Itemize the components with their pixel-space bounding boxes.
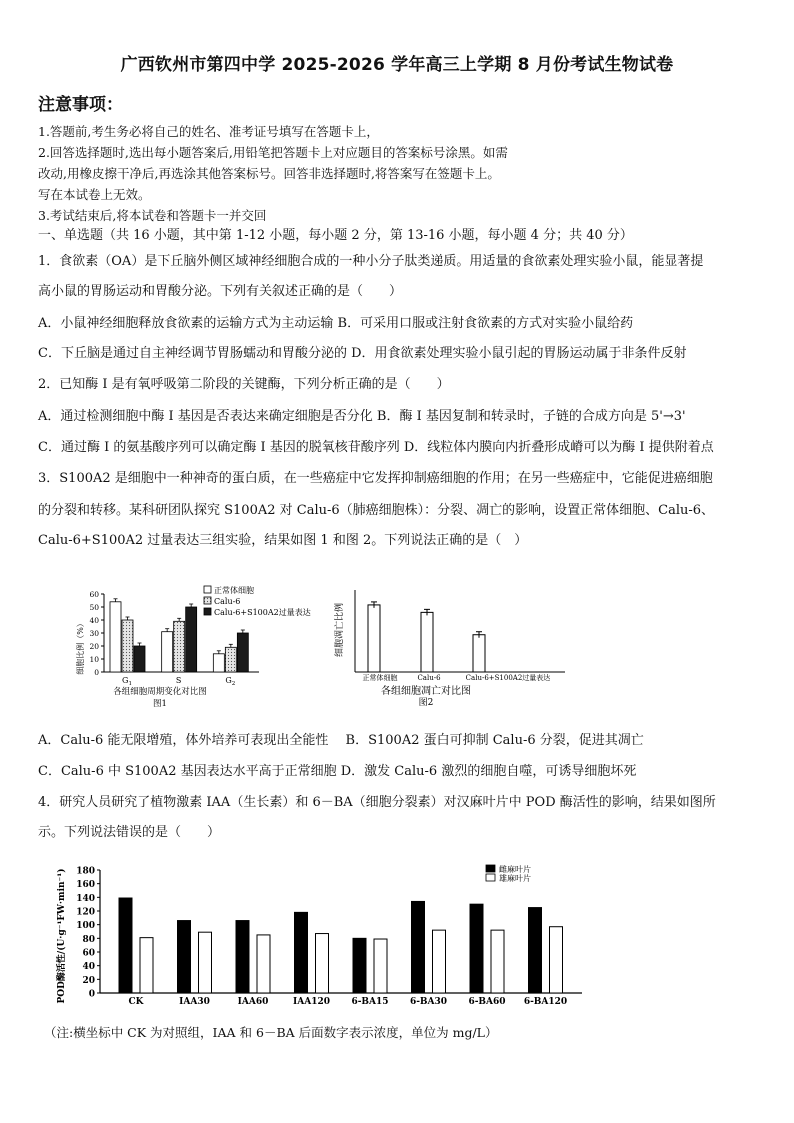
fig3-bar [178,921,191,993]
fig1-y-tick-label: 10 [89,655,99,664]
fig1-x-tick-label: $G_2$ [225,676,236,687]
fig3-legend-label: 雌麻叶片 [499,865,531,874]
q2-options-ab: A．通过检测细胞中酶 I 基因是否表达来确定细胞是否分化 B．酶 I 基因复制和转录时，子链的合成方向是 5'→3' [38,409,686,424]
fig1-legend-label: Calu-6 [214,597,241,606]
fig3-legend-swatch [486,874,495,881]
fig2-caption: 图2 [418,698,434,708]
fig1-ylabel: 细胞比例（%） [76,619,85,675]
fig1-x-tick-label: S [175,676,182,685]
q4-note: （注:横坐标中 CK 为对照组，IAA 和 6－BA 后面数字表示浓度，单位为 mg/L） [44,1025,498,1040]
page-title: 广西钦州市第四中学 2025-2026 学年高三上学期 8 月份考试生物试卷 [120,55,674,75]
fig3-x-tick-label: 6-BA30 [409,997,448,1007]
fig3-bar [199,932,212,993]
fig1-bar [213,654,224,672]
fig1-bar [225,647,236,672]
fig2-ylabel: 细胞凋亡比例 [335,602,345,658]
fig1-legend-label: Calu-6+S100A2过量表达 [214,608,311,617]
q3-stem-1: 3．S100A2 是细胞中一种神奇的蛋白质，在一些癌症中它发挥抑制癌细胞的作用；在另一些癌症中，它能促进癌细胞 [38,471,713,486]
fig3-bar [550,927,563,993]
fig3-legend-swatch [486,865,495,872]
fig3-x-tick-label: IAA120 [293,997,330,1007]
q3-options-ab: A．Calu-6 能无限增殖，体外培养可表现出全能性 B．S100A2 蛋白可抑制 Calu-6 分裂，促进其凋亡 [38,733,644,748]
fig3-bar [433,930,446,993]
fig1-y-tick-label: 50 [89,603,99,612]
fig2-bar [421,612,433,672]
fig3-x-tick-label: 6-BA120 [523,997,568,1007]
fig3-x-tick-label: 6-BA15 [351,997,389,1007]
fig3-bar [491,930,504,993]
figure-1-cell-cycle-chart [74,582,334,712]
fig3-y-tick-label: 120 [76,907,95,918]
fig3-y-tick-label: 0 [88,989,95,1000]
q1-stem-1: 1．食欲素（OA）是下丘脑外侧区域神经细胞合成的一种小分子肽类递质。用适量的食欲素处理实验小鼠，能显著提 [38,254,704,269]
fig1-y-tick-label: 40 [89,616,99,625]
fig1-y-tick-label: 20 [89,642,99,651]
fig3-bar [295,912,308,993]
q4-stem-1: 4．研究人员研究了植物激素 IAA（生长素）和 6－BA（细胞分裂素）对汉麻叶片中 POD 酶活性的影响，结果如图所 [38,795,716,810]
notice-heading: 注意事项： [38,95,123,115]
figure-pod-activity-chart [52,858,592,1008]
fig3-bar [119,898,132,993]
q1-options-cd: C．下丘脑是通过自主神经调节胃肠蠕动和胃酸分泌的 D．用食欲素处理实验小鼠引起的胃肠运动属于非条件反射 [38,346,687,361]
q2-options-cd: C．通过酶 I 的氨基酸序列可以确定酶 I 基因的脱氧核苷酸序列 D．线粒体内膜向内折叠形成嵴可以为酶 I 提供附着点 [38,440,714,455]
fig1-bar [174,621,185,672]
fig3-y-tick-label: 60 [82,948,95,959]
fig3-y-tick-label: 100 [76,921,95,932]
fig3-y-tick-label: 80 [82,934,95,945]
fig3-bar [470,904,483,993]
fig3-bar [140,938,153,993]
fig1-y-tick-label: 60 [89,590,99,599]
q1-stem-2: 高小鼠的胃肠运动和胃酸分泌。下列有关叙述正确的是（ ） [38,284,403,299]
fig3-bar [529,908,542,993]
section-heading: 一、单选题（共 16 小题，其中第 1-12 小题，每小题 2 分，第 13-16 小题，每小题 4 分；共 40 分） [38,228,633,243]
fig3-bar [236,921,249,993]
fig3-bar [316,934,329,993]
fig1-bar [237,633,248,672]
fig3-bar [374,939,387,993]
fig1-legend-swatch [204,586,211,593]
fig1-title: 各组细胞周期变化对比图 [113,687,207,697]
fig2-bar [368,605,380,672]
fig3-bar [353,938,366,993]
fig1-caption: 图1 [153,699,167,709]
fig1-y-tick-label: 30 [89,629,99,638]
fig3-y-tick-label: 180 [76,866,95,877]
fig2-x-tick-label: Calu-6 [417,674,441,682]
fig1-legend-label: 正常体细胞 [214,586,254,595]
q3-stem-3: Calu-6+S100A2 过量表达三组实验，结果如图 1 和图 2。下列说法正确的是（ ） [38,533,528,548]
fig3-x-tick-label: CK [128,997,144,1007]
fig3-legend-label: 雄麻叶片 [499,874,531,883]
figure-2-apoptosis-chart [330,582,575,712]
fig1-bar [162,632,173,672]
q1-options-ab: A．小鼠神经细胞释放食欲素的运输方式为主动运输 B．可采用口服或注射食欲素的方式对实验小鼠给药 [38,316,634,331]
fig3-x-tick-label: 6-BA60 [468,997,506,1007]
fig3-y-tick-label: 40 [82,962,95,973]
fig3-bar [412,901,425,993]
fig1-legend-swatch [204,608,211,615]
q2-stem: 2．已知酶 I 是有氧呼吸第二阶段的关键酶，下列分析正确的是（ ） [38,377,450,392]
q4-stem-2: 示。下列说法错误的是（ ） [38,825,221,840]
fig1-x-tick-label: $G_1$ [122,676,132,687]
q3-stem-2: 的分裂和转移。某科研团队探究 S100A2 对 Calu-6（肺癌细胞株）：分裂、凋亡的影响，设置正常体细胞、Calu-6、 [38,503,715,518]
notice-line-5: 3.考试结束后,将本试卷和答题卡一并交回 [38,208,267,223]
q3-options-cd: C．Calu-6 中 S100A2 基因表达水平高于正常细胞 D．激发 Calu-6 激烈的细胞自噬，可诱导细胞坏死 [38,764,637,779]
fig3-y-tick-label: 140 [76,893,95,904]
notice-line-4: 写在本试卷上无效。 [38,187,151,202]
fig3-x-tick-label: IAA60 [237,997,269,1007]
fig1-bar [186,607,197,672]
fig1-bar [110,602,121,672]
notice-line-2: 2.回答选择题时,选出每小题答案后,用铅笔把答题卡上对应题目的答案标号涂黑。如需 [38,145,508,160]
notice-line-1: 1.答题前,考生务必将自己的姓名、准考证号填写在答题卡上， [38,124,379,139]
fig3-bar [257,935,270,993]
fig1-bar [134,646,145,672]
fig2-title: 各组细胞凋亡对比图 [381,686,471,697]
fig1-bar [122,620,133,672]
fig3-y-tick-label: 20 [82,975,95,986]
fig2-x-tick-label: 正常体细胞 [362,674,398,682]
fig1-y-tick-label: 0 [94,668,99,677]
fig2-bar [473,635,485,672]
fig3-y-tick-label: 160 [76,880,95,891]
fig1-legend-swatch [204,597,211,604]
fig3-ylabel: POD酶活性/(U·g⁻¹FW·min⁻¹) [57,868,67,1004]
fig3-x-tick-label: IAA30 [179,997,210,1007]
notice-line-3: 改动,用橡皮擦干净后,再选涂其他答案标号。回答非选择题时,将答案写在签题卡上。 [38,166,500,181]
fig2-x-tick-label: Calu-6+S100A2过量表达 [465,674,551,682]
